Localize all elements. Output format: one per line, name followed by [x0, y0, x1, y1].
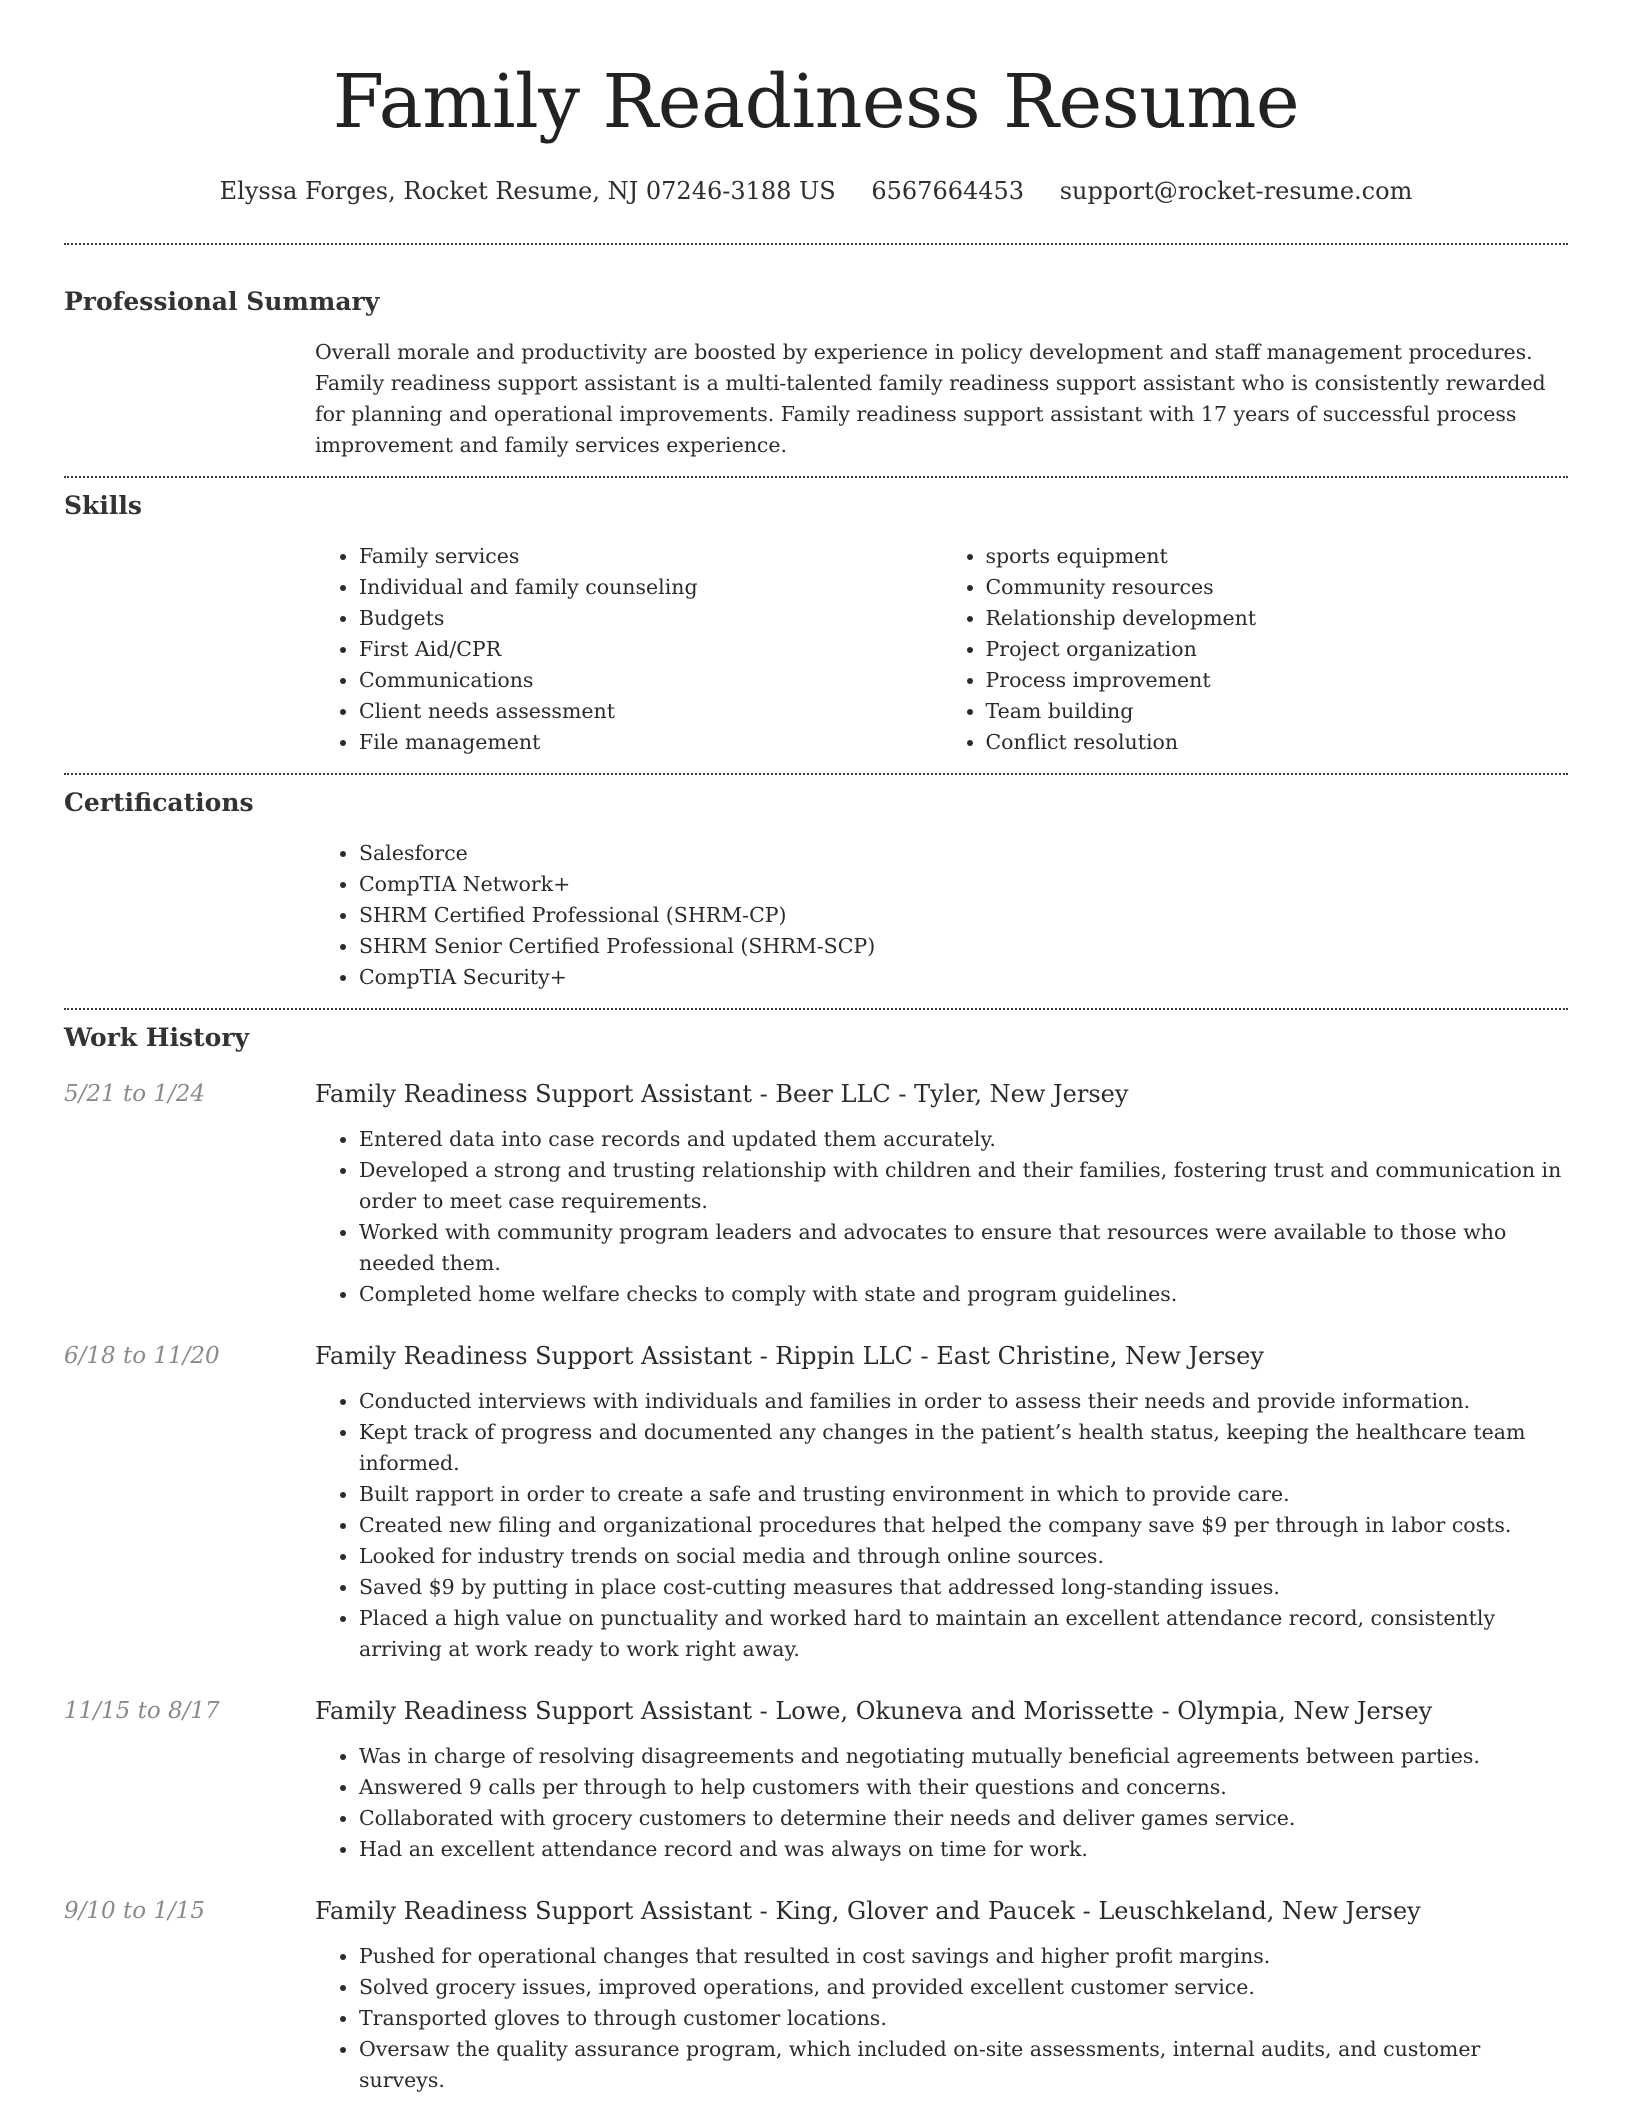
certifications-list	[315, 838, 1568, 993]
job-main	[315, 1339, 1568, 1665]
job-bullet: • Collaborated with grocery customers to determine their needs and deliver games service.	[359, 1803, 1568, 1834]
job-entry	[64, 1894, 1568, 2096]
certifications-section	[64, 775, 1568, 993]
job-main	[315, 1694, 1568, 1865]
skill-item: • File management	[359, 727, 942, 758]
job-bullet: • Had an excellent attendance record and was always on time for work.	[359, 1834, 1568, 1865]
skills-list-right	[942, 541, 1569, 758]
job-bullet: • Looked for industry trends on social media and through online sources.	[359, 1541, 1568, 1572]
job-bullets	[315, 1386, 1568, 1665]
contact-line	[64, 174, 1568, 208]
skill-item: • Budgets	[359, 603, 942, 634]
certification-item: • SHRM Senior Certified Professional (SHRM-SCP)	[359, 931, 1568, 962]
job-main	[315, 1077, 1568, 1310]
job-bullet: • Saved $9 by putting in place cost-cutting measures that addressed long-standing issues.	[359, 1572, 1568, 1603]
job-bullet: • Worked with community program leaders and advocates to ensure that resources were available to those who needed them.	[359, 1217, 1568, 1279]
job-bullet: • Conducted interviews with individuals and families in order to assess their needs and provide information.	[359, 1386, 1568, 1417]
work-section	[64, 1010, 1568, 2096]
job-title: Family Readiness Support Assistant - Rippin LLC - East Christine, New Jersey	[315, 1342, 1264, 1370]
summary-heading: Professional Summary	[64, 287, 380, 316]
skills-heading: Skills	[64, 491, 142, 520]
resume-title: Family Readiness Resume	[332, 59, 1300, 145]
job-entry	[64, 1339, 1568, 1665]
certification-item: • Salesforce	[359, 838, 1568, 869]
skill-item: • Conflict resolution	[986, 727, 1569, 758]
job-bullet: • Oversaw the quality assurance program, which included on-site assessments, internal audits, and customer surveys.	[359, 2034, 1568, 2096]
skill-item: • Family services	[359, 541, 942, 572]
job-entry	[64, 1077, 1568, 1310]
summary-section	[64, 245, 1568, 461]
job-bullet: • Placed a high value on punctuality and worked hard to maintain an excellent attendance record, consistently arriving at work ready to work right away.	[359, 1603, 1568, 1665]
job-bullet: • Completed home welfare checks to comply with state and program guidelines.	[359, 1279, 1568, 1310]
job-dates: 11/15 to 8/17	[64, 1698, 220, 1724]
certification-item: • CompTIA Security+	[359, 962, 1568, 993]
skill-item: • sports equipment	[986, 541, 1569, 572]
certifications-body	[315, 838, 1568, 993]
job-bullet: • Pushed for operational changes that resulted in cost savings and higher profit margins.	[359, 1941, 1568, 1972]
skill-item: • Team building	[986, 696, 1569, 727]
resume-page	[64, 0, 1568, 2096]
skill-item: • First Aid/CPR	[359, 634, 942, 665]
job-bullet: • Entered data into case records and updated them accurately.	[359, 1124, 1568, 1155]
job-bullet: • Answered 9 calls per through to help customers with their questions and concerns.	[359, 1772, 1568, 1803]
skill-item: • Community resources	[986, 572, 1569, 603]
job-title: Family Readiness Support Assistant - Lowe, Okuneva and Morissette - Olympia, New Jersey	[315, 1697, 1433, 1725]
contact-phone: 6567664453	[871, 177, 1025, 205]
certification-item: • CompTIA Network+	[359, 869, 1568, 900]
job-bullet: • Built rapport in order to create a safe and trusting environment in which to provide care.	[359, 1479, 1568, 1510]
certifications-heading: Certifications	[64, 788, 254, 817]
job-bullet: • Transported gloves to through customer locations.	[359, 2003, 1568, 2034]
work-heading: Work History	[64, 1023, 250, 1052]
skill-item: • Relationship development	[986, 603, 1569, 634]
job-bullets	[315, 1741, 1568, 1865]
skill-item: • Individual and family counseling	[359, 572, 942, 603]
skill-item: • Communications	[359, 665, 942, 696]
job-dates: 9/10 to 1/15	[64, 1898, 206, 1924]
job-entry	[64, 1694, 1568, 1865]
skill-item: • Process improvement	[986, 665, 1569, 696]
skills-grid	[315, 541, 1568, 758]
job-bullet: • Solved grocery issues, improved operations, and provided excellent customer service.	[359, 1972, 1568, 2003]
summary-text: Overall morale and productivity are boosted by experience in policy development and staff management procedures. Family readiness support assistant is a multi-talented family readiness support assistant who is consistently rewarded for planning and operational improvements. Family readiness support assistant with 17 years of successful process improvement and family services experience.	[315, 340, 1546, 457]
job-bullet: • Kept track of progress and documented any changes in the patient’s health status, keeping the healthcare team informed.	[359, 1417, 1568, 1479]
job-bullet: • Developed a strong and trusting relationship with children and their families, fostering trust and communication in order to meet case requirements.	[359, 1155, 1568, 1217]
job-bullets	[315, 1124, 1568, 1310]
job-dates: 6/18 to 11/20	[64, 1343, 220, 1369]
skill-item: • Client needs assessment	[359, 696, 942, 727]
skill-item: • Project organization	[986, 634, 1569, 665]
job-bullets	[315, 1941, 1568, 2096]
job-bullet: • Was in charge of resolving disagreements and negotiating mutually beneficial agreements between parties.	[359, 1741, 1568, 1772]
job-title: Family Readiness Support Assistant - King, Glover and Paucek - Leuschkeland, New Jersey	[315, 1897, 1421, 1925]
job-bullet: • Created new filing and organizational procedures that helped the company save $9 per through in labor costs.	[359, 1510, 1568, 1541]
contact-address: Elyssa Forges, Rocket Resume, NJ 07246-3188 US	[219, 177, 836, 205]
job-title: Family Readiness Support Assistant - Beer LLC - Tyler, New Jersey	[315, 1080, 1129, 1108]
contact-email: support@rocket-resume.com	[1059, 177, 1413, 205]
job-main	[315, 1894, 1568, 2096]
skills-section	[64, 478, 1568, 758]
certification-item: • SHRM Certified Professional (SHRM-CP)	[359, 900, 1568, 931]
job-dates: 5/21 to 1/24	[64, 1081, 206, 1107]
skills-list-left	[315, 541, 942, 758]
